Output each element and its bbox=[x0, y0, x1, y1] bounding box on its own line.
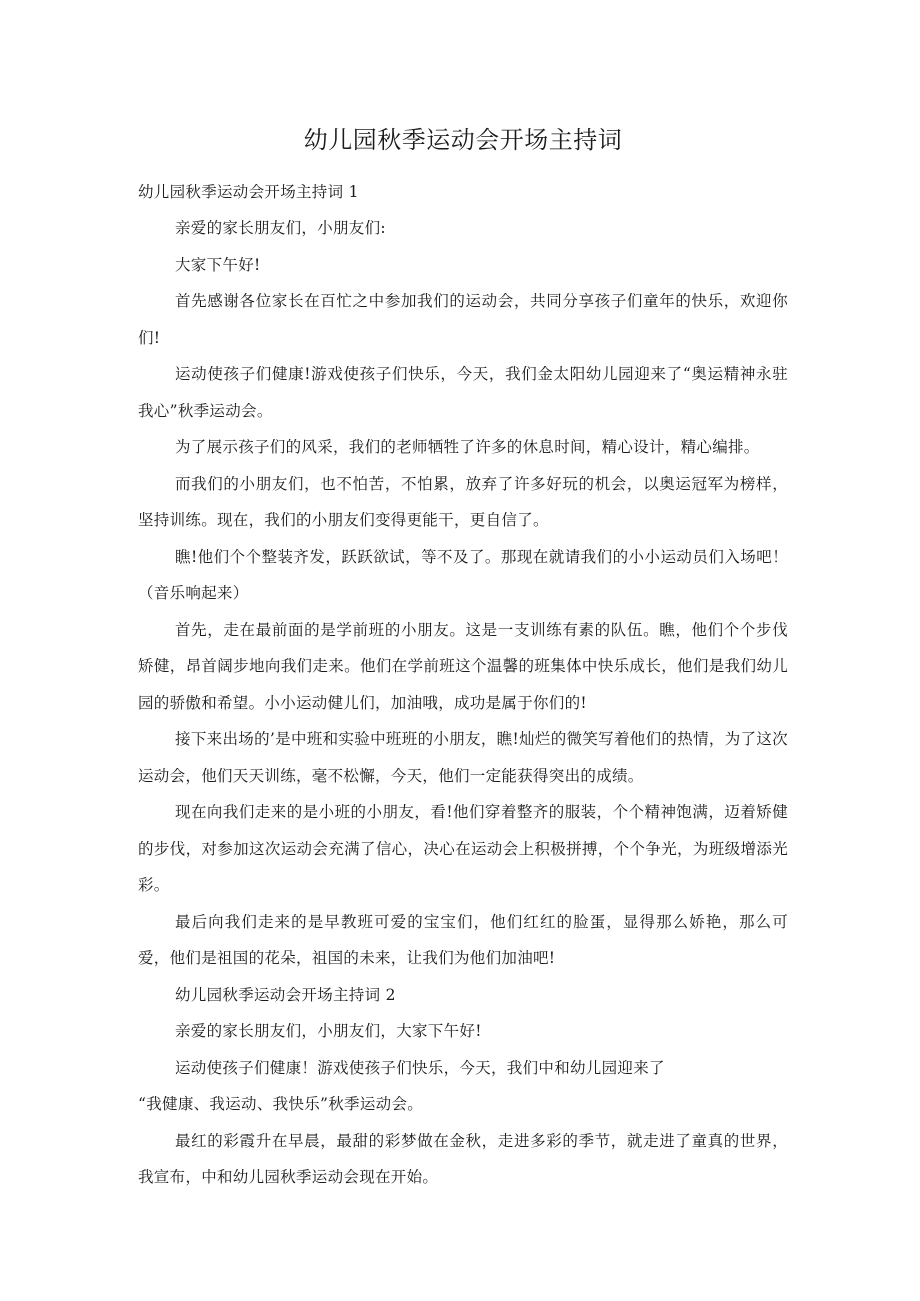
paragraph: 首先，走在最前面的是学前班的小朋友。这是一支训练有素的队伍。瞧，他们个个步伐矫健，昂首阔步地向我们走来。他们在学前班这个温馨的班集体中快乐成长，他们是我们幼儿园的骄傲和希望。小小运动健儿们，加油哦，成功是属于你们的! bbox=[138, 620, 788, 712]
paragraph: 运动使孩子们健康！游戏使孩子们快乐，今天，我们中和幼儿园迎来了 bbox=[175, 1058, 665, 1077]
section-2-heading: 幼儿园秋季运动会开场主持词 2 bbox=[175, 985, 396, 1004]
paragraph: 亲爱的家长朋友们，小朋友们，大家下午好! bbox=[175, 1022, 482, 1040]
paragraph: 现在向我们走来的是小班的小朋友，看!他们穿着整齐的服装，个个精神饱满，迈着矫健的步伐，对参加这次运动会充满了信心，决心在运动会上积极拼搏，个个争光，为班级增添光彩。 bbox=[138, 803, 788, 894]
section-1-heading: 幼儿园秋季运动会开场主持词 1 bbox=[138, 183, 359, 201]
paragraph: 瞧!他们个个整装齐发，跃跃欲试，等不及了。那现在就请我们的小小运动员们入场吧！（音乐响起来） bbox=[138, 547, 788, 602]
paragraph: 大家下午好! bbox=[175, 255, 261, 274]
paragraph: 运动使孩子们健康!游戏使孩子们快乐，今天，我们金太阳幼儿园迎来了“奥运精神永驻我心”秋季运动会。 bbox=[138, 365, 788, 420]
document-title: 幼儿园秋季运动会开场主持词 bbox=[303, 126, 623, 154]
paragraph: 最红的彩霞升在早晨，最甜的彩梦做在金秋，走进多彩的季节，就走进了童真的世界，我宣布，中和幼儿园秋季运动会现在开始。 bbox=[138, 1131, 788, 1186]
paragraph: 为了展示孩子们的风采，我们的老师牺牲了许多的休息时间，精心设计，精心编排。 bbox=[175, 438, 760, 456]
paragraph: 接下来出场的’是中班和实验中班班的小朋友，瞧!灿烂的微笑写着他们的热情，为了这次运动会，他们天天训练，毫不松懈，今天，他们一定能获得突出的成绩。 bbox=[138, 730, 788, 785]
paragraph-continuation: “我健康、我运动、我快乐”秋季运动会。 bbox=[138, 1095, 424, 1113]
document-page bbox=[138, 120, 788, 1196]
paragraph: 最后向我们走来的是早教班可爱的宝宝们，他们红红的脸蛋，显得那么娇艳，那么可爱，他们是祖国的花朵，祖国的未来，让我们为他们加油吧! bbox=[138, 912, 788, 967]
paragraph: 亲爱的家长朋友们，小朋友们: bbox=[175, 219, 386, 237]
paragraph: 而我们的小朋友们，也不怕苦，不怕累，放弃了许多好玩的机会，以奥运冠军为榜样，坚持训练。现在，我们的小朋友们变得更能干，更自信了。 bbox=[138, 474, 788, 529]
paragraph: 首先感谢各位家长在百忙之中参加我们的运动会，共同分享孩子们童年的快乐，欢迎你们! bbox=[138, 292, 788, 347]
